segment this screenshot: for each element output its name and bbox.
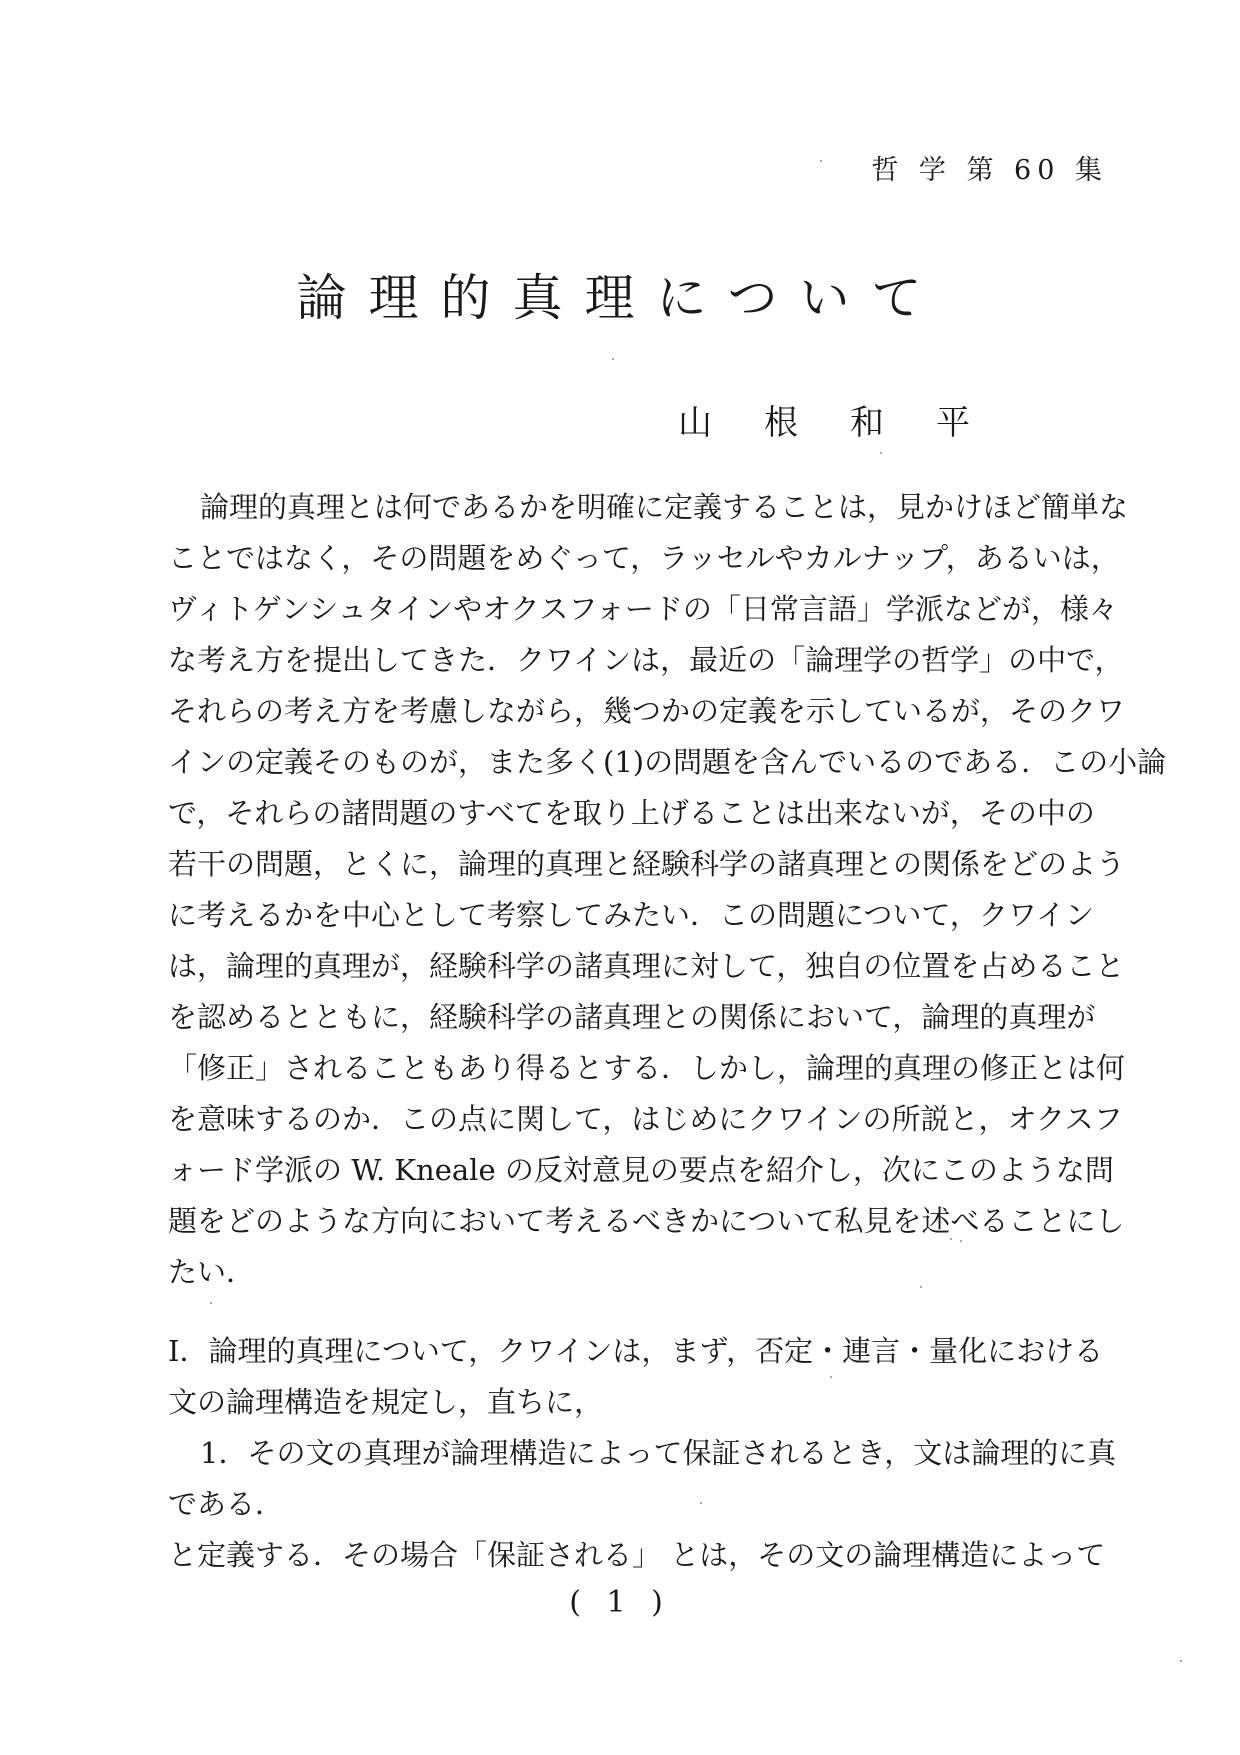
scan-speckle (920, 1286, 922, 1288)
intro-line: を認めるとともに，経験科学の諸真理との関係において，論理的真理が (168, 1000, 1096, 1034)
scan-speckle (210, 1302, 212, 1304)
intro-line: ことではなく，その問題をめぐって，ラッセルやカルナップ，あるいは， (168, 541, 1120, 575)
intro-line: 「修正」されることもあり得るとする．しかし，論理的真理の修正とは何 (168, 1051, 1126, 1085)
page-number: ( 1 ) (569, 1585, 671, 1620)
intro-line: に考えるかを中心として考察してみたい．この問題について，クワイン (168, 898, 1094, 932)
section-line: I．論理的真理について，クワインは，まず，否定・連言・量化における (168, 1334, 1104, 1368)
scan-speckle (830, 1376, 832, 1378)
article-title: 論理的真理について (296, 269, 944, 327)
scan-speckle (880, 452, 882, 454)
intro-line: 若干の問題，とくに，論理的真理と経験科学の諸真理との関係をどのよう (168, 847, 1126, 881)
section-line: 文の論理構造を規定し，直ちに， (168, 1385, 604, 1419)
scan-speckle (950, 1238, 952, 1240)
scan-speckle (700, 1502, 702, 1504)
intro-line: 論理的真理とは何であるかを明確に定義することは，見かけほど簡単な (200, 490, 1129, 524)
section-line: 1．その文の真理が論理構造によって保証されるとき，文は論理的に真 (200, 1436, 1117, 1470)
intro-line: たい． (168, 1255, 256, 1289)
author-name: 山根和平 (678, 403, 1022, 443)
journal-header: 哲 学 第 60 集 (871, 155, 1108, 186)
intro-line: ヴィトゲンシュタインやオクスフォードの「日常言語」学派などが，様々 (168, 592, 1118, 626)
scan-speckle (960, 1240, 962, 1242)
scan-speckle (612, 358, 614, 360)
section-line: である． (168, 1487, 285, 1521)
intro-line: は，論理的真理が，経験科学の諸真理に対して，独自の位置を占めること (168, 949, 1125, 983)
intro-line: を意味するのか．この点に関して，はじめにクワインの所説と，オクスフ (168, 1102, 1123, 1136)
intro-line: ォード学派の W. Kneale の反対意見の要点を紹介し，次にこのような問 (168, 1153, 1114, 1187)
intro-line: な考え方を提出してきた．クワインは，最近の「論理学の哲学」の中で， (168, 643, 1124, 677)
intro-line: 題をどのような方向において考えるべきかについて私見を述べることにし (168, 1204, 1125, 1238)
section-line: と定義する．その場合「保証される」 とは，その文の論理構造によって (168, 1538, 1106, 1572)
scan-speckle (1180, 1660, 1182, 1662)
intro-line: それらの考え方を考慮しながら，幾つかの定義を示しているが，そのクワ (168, 694, 1126, 728)
scan-speckle (820, 160, 822, 162)
intro-line: で，それらの諸問題のすべてを取り上げることは出来ないが，その中の (168, 796, 1095, 830)
intro-line: インの定義そのものが，また多く(1)の問題を含んでいるのである．この小論 (168, 745, 1167, 779)
